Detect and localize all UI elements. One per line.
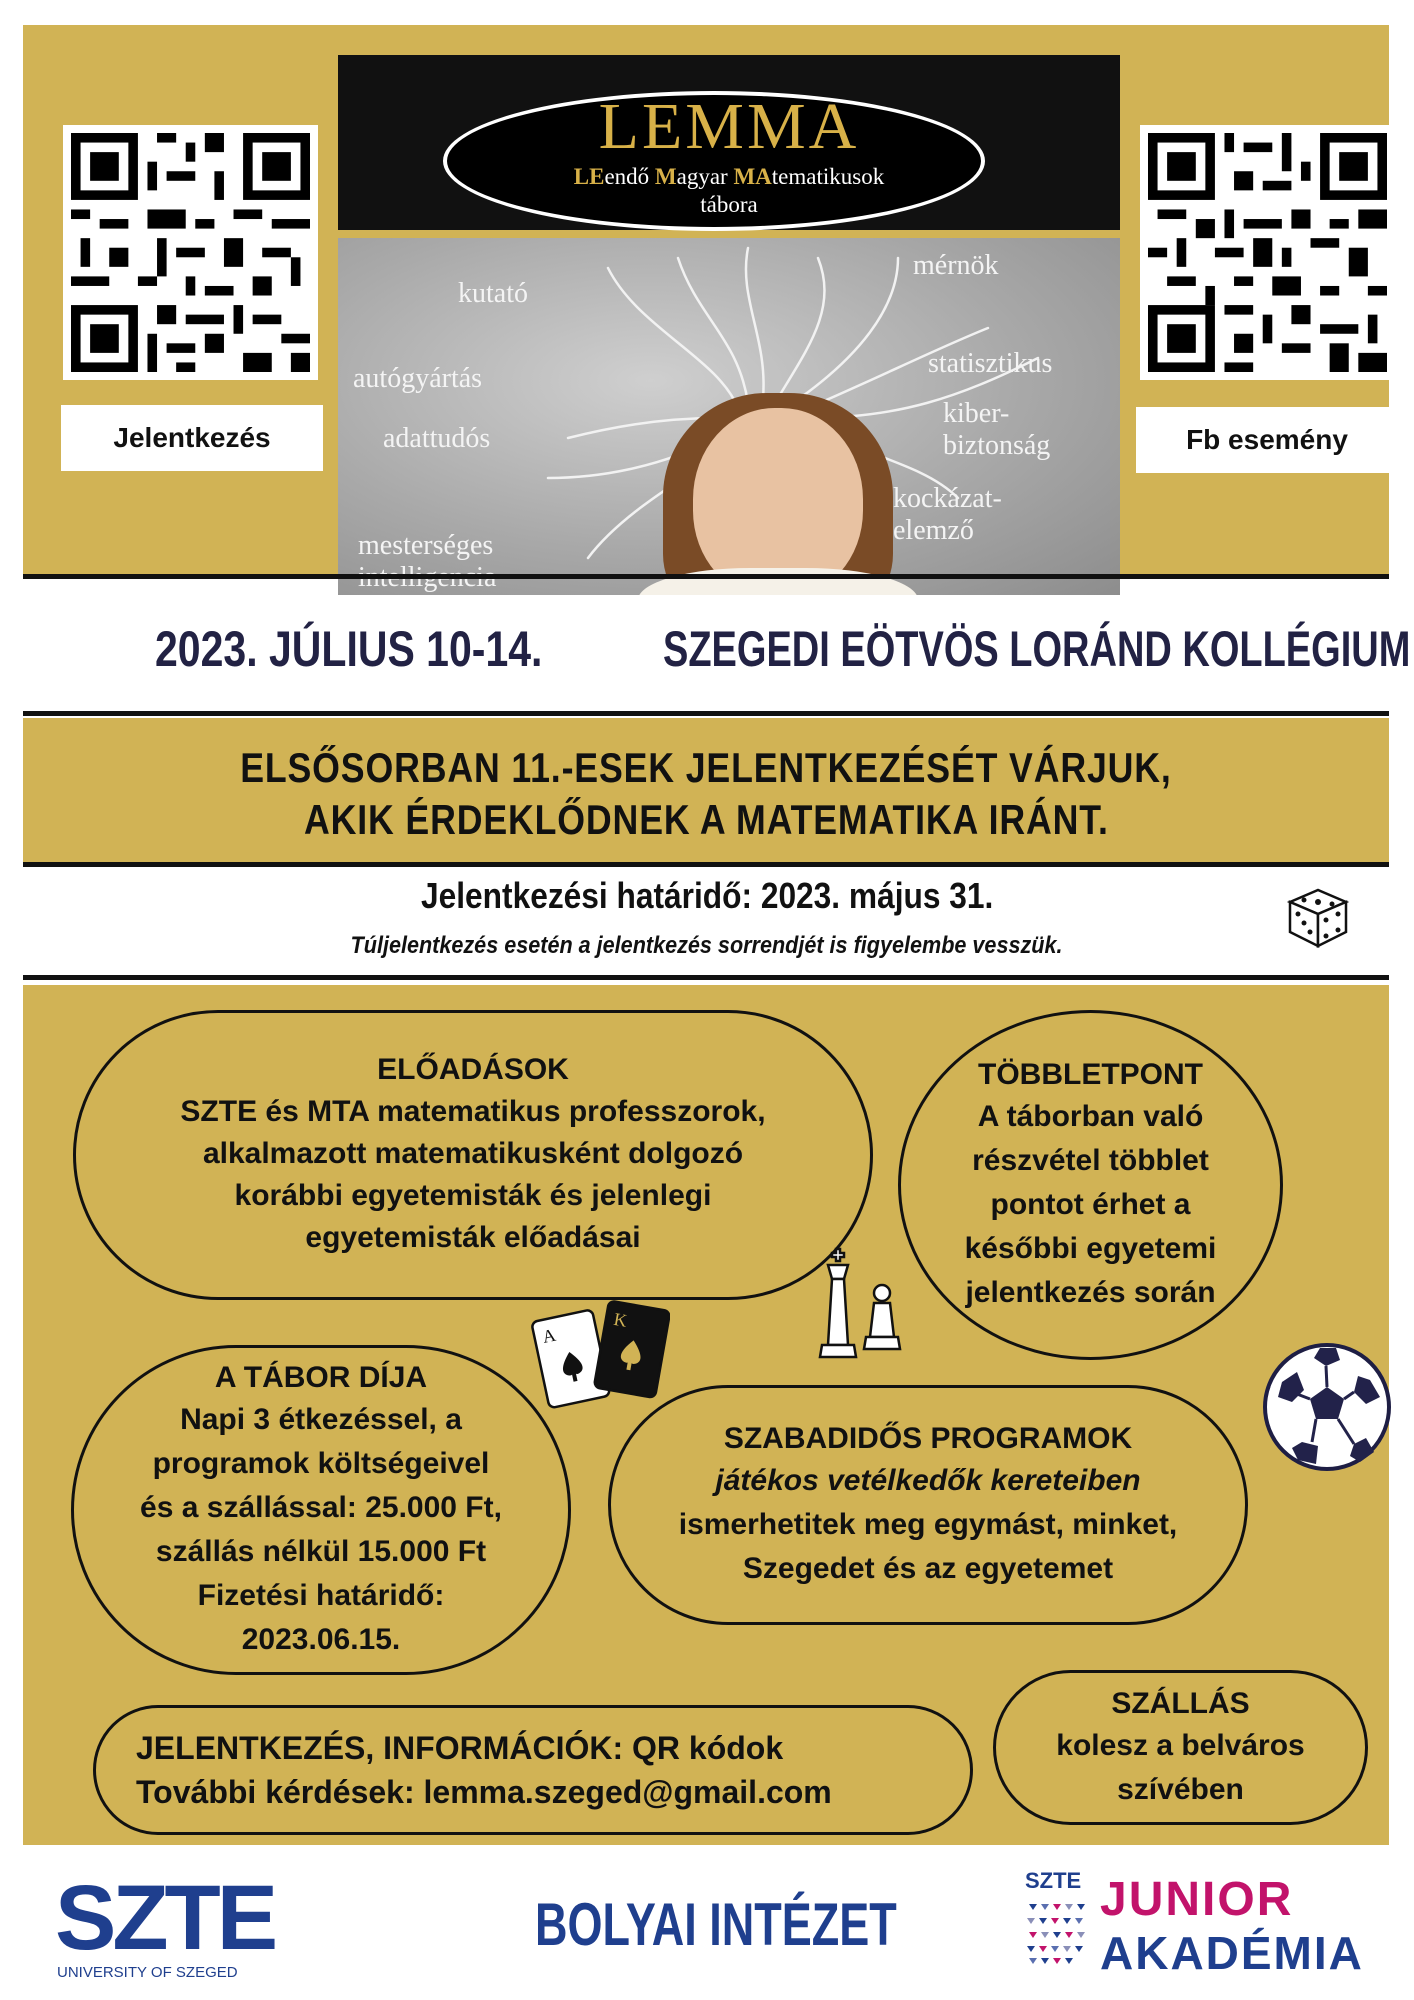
girl-face [693,408,863,595]
divider-line [23,862,1389,867]
lectures-title: ELŐADÁSOK [377,1053,569,1086]
career-mesterseges: mesterséges [358,530,494,561]
audience-line-2: AKIK ÉRDEKLŐDNEK A MATEMATIKA IRÁNT. [303,796,1109,843]
extra-points-line: jelentkezés során [965,1276,1216,1309]
audience-line-1: ELSŐSORBAN 11.-ESEK JELENTKEZÉSÉT VÁRJUK, [240,744,1172,791]
banner-title-area [338,55,1120,230]
card-king-label: K [612,1308,629,1331]
accommodation-title: SZÁLLÁS [1111,1686,1250,1720]
playing-cards-icon [530,1300,670,1410]
extra-points-line: későbbi egyetemi [964,1232,1217,1265]
extra-points-bubble [898,1010,1283,1360]
registration-deadline: Jelentkezési határidő: 2023. május 31. [420,875,994,916]
accommodation-bubble [993,1670,1368,1825]
career-statisztikus: statisztikus [928,348,1053,379]
career-kutato: kutató [458,278,528,309]
camp-fee-line: programok költségeivel [152,1447,490,1480]
qr-label-registration: Jelentkezés [61,405,323,471]
subtitle-line-1: LEendő Magyar MAtematikusok [573,164,885,189]
qr-code-icon [71,133,310,372]
soccer-ball-icon [1262,1342,1392,1472]
lectures-line: korábbi egyetemisták és jelenlegi [234,1179,712,1212]
camp-fee-line: és a szállással: 25.000 Ft, [140,1491,502,1524]
extra-points-line: A táborban való [977,1100,1204,1133]
info-band [23,985,1389,1845]
free-time-line: ismerhetitek meg egymást, minket, [678,1508,1178,1541]
junior-logo-junior: JUNIOR [1100,1873,1294,1926]
oversubscription-note: Túljelentkezés esetén a jelentkezés sorrendjét is figyelembe vesszük. [351,932,1063,959]
career-kiber: kiber- [943,398,1010,429]
contact-email[interactable]: További kérdések: lemma.szeged@gmail.com [136,1774,832,1810]
extra-points-line: részvétel többlet [972,1144,1209,1177]
accommodation-line: szívében [1117,1772,1244,1806]
camp-fee-line: Napi 3 étkezéssel, a [180,1403,462,1436]
lemma-banner [338,55,1120,595]
career-mernok: mérnök [913,250,999,281]
event-venue: SZEGEDI EÖTVÖS LORÁND KOLLÉGIUM [663,621,1411,677]
header-band [23,25,1389,574]
career-adattudos: adattudós [383,423,491,454]
szte-logo-subtitle: UNIVERSITY OF SZEGED [57,1964,238,1981]
chess-pieces-icon [810,1245,910,1375]
bolyai-institute: BOLYAI INTÉZET [535,1891,897,1958]
dice-icon [1282,880,1354,952]
career-elemzo: elemző [893,515,974,546]
date-venue-row [0,615,1414,685]
junior-logo-szte: SZTE [1025,1868,1082,1893]
divider-line [23,574,1389,579]
divider-line [23,711,1389,716]
qr-code-icon [1148,133,1387,372]
lectures-line: SZTE és MTA matematikus professzorok, [180,1095,766,1128]
qr-code-registration[interactable] [63,125,318,380]
szte-logo-text: SZTE [55,1867,275,1969]
subtitle-line-2: tábora [700,192,758,217]
career-autogyartas: autógyártás [353,363,483,394]
qr-label-fb-event: Fb esemény [1136,407,1398,473]
free-time-line: játékos vetélkedők kereteiben [715,1464,1141,1497]
szte-logo[interactable] [55,1867,310,1981]
free-time-title: SZABADIDŐS PROGRAMOK [723,1422,1133,1455]
camp-fee-line: 2023.06.15. [241,1623,401,1656]
junior-logo-akademia: AKADÉMIA [1100,1927,1364,1979]
contact-bubble [93,1705,973,1835]
free-time-bubble [608,1385,1248,1625]
extra-points-line: pontot érhet a [990,1188,1191,1221]
footer [0,1850,1414,2000]
accommodation-line: kolesz a belváros [1056,1728,1305,1762]
event-date: 2023. JÚLIUS 10-14. [155,621,543,677]
junior-akademia-logo[interactable] [1025,1868,1364,1988]
camp-fee-line: Fizetési határidő: [197,1579,445,1612]
career-biztonsag: biztonság [943,430,1051,461]
career-kockazat: kockázat- [893,483,1002,514]
audience-text [23,742,1389,846]
free-time-line: Szegedet és az egyetemet [742,1552,1114,1585]
card-ace-label: A [540,1324,558,1347]
qr-code-fb-event[interactable] [1140,125,1395,380]
lectures-bubble [73,1010,873,1300]
audience-band [23,718,1389,864]
banner-photo [338,238,1120,595]
camp-fee-bubble [71,1345,571,1675]
lemma-title: LEMMA [598,90,860,163]
lectures-line: alkalmazott matematikusként dolgozó [202,1137,744,1170]
divider-line [23,975,1389,980]
contact-registration: JELENTKEZÉS, INFORMÁCIÓK: QR kódok [136,1730,784,1766]
lemma-subtitle [338,163,1120,219]
mosaic-logo-icon [1025,1896,1093,1968]
extra-points-title: TÖBBLETPONT [978,1058,1203,1091]
lectures-line: egyetemisták előadásai [305,1221,641,1254]
camp-fee-line: szállás nélkül 15.000 Ft [155,1535,487,1568]
camp-fee-title: A TÁBOR DÍJA [214,1361,428,1394]
